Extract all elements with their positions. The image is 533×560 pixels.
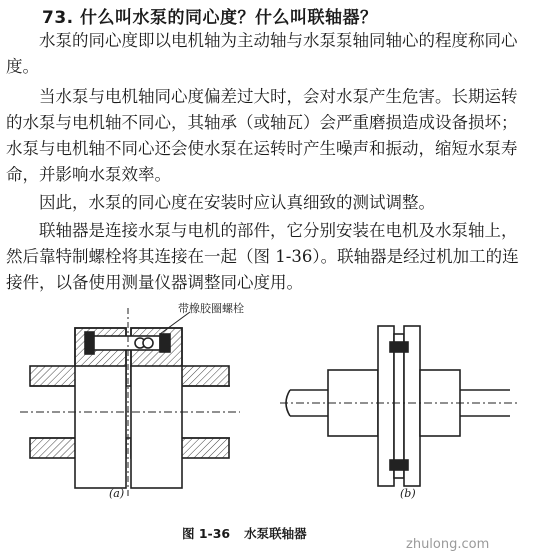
rubber-ring-bolt-label: 带橡胶圈螺栓 bbox=[178, 302, 244, 315]
coupling-side-view-b bbox=[280, 326, 520, 486]
figure-caption bbox=[182, 524, 307, 542]
coupling-drawing bbox=[0, 298, 533, 560]
figure-part-b-label: (b) bbox=[400, 487, 416, 500]
figure-part-a-label: (a) bbox=[109, 487, 125, 500]
paragraph-concentricity-definition: 水泵的同心度即以电机轴为主动轴与水泵泵轴同轴心的程度称同心度。 bbox=[6, 31, 518, 76]
paragraph-installation-adjustment: 因此，水泵的同心度在安装时应认真细致的测试调整。 bbox=[39, 193, 435, 212]
figure-number: 图 1-36 bbox=[182, 526, 231, 541]
question-heading: 73. 什么叫水泵的同心度？什么叫联轴器？ bbox=[42, 8, 378, 28]
watermark-text: zhulong.com bbox=[406, 537, 490, 552]
coupling-figure bbox=[0, 298, 533, 560]
paragraph-misalignment-harm: 当水泵与电机轴同心度偏差过大时，会对水泵产生危害。长期运转的水泵与电机轴不同心，其轴承（或轴瓦）会严重磨损造成设备损坏；水泵与电机轴不同心还会使水泵在运转时产生噪声和振动，缩短水泵寿命，并影响水泵效率。 bbox=[6, 87, 518, 184]
paragraph-coupling-definition: 联轴器是连接水泵与电机的部件，它分别安装在电机及水泵轴上，然后靠特制螺栓将其连接在一起（图 1-36）。联轴器是经过机加工的连接件，以备使用测量仪器调整同心度用。 bbox=[6, 221, 519, 292]
coupling-section-view-a bbox=[20, 308, 240, 498]
figure-title: 水泵联轴器 bbox=[244, 526, 307, 541]
